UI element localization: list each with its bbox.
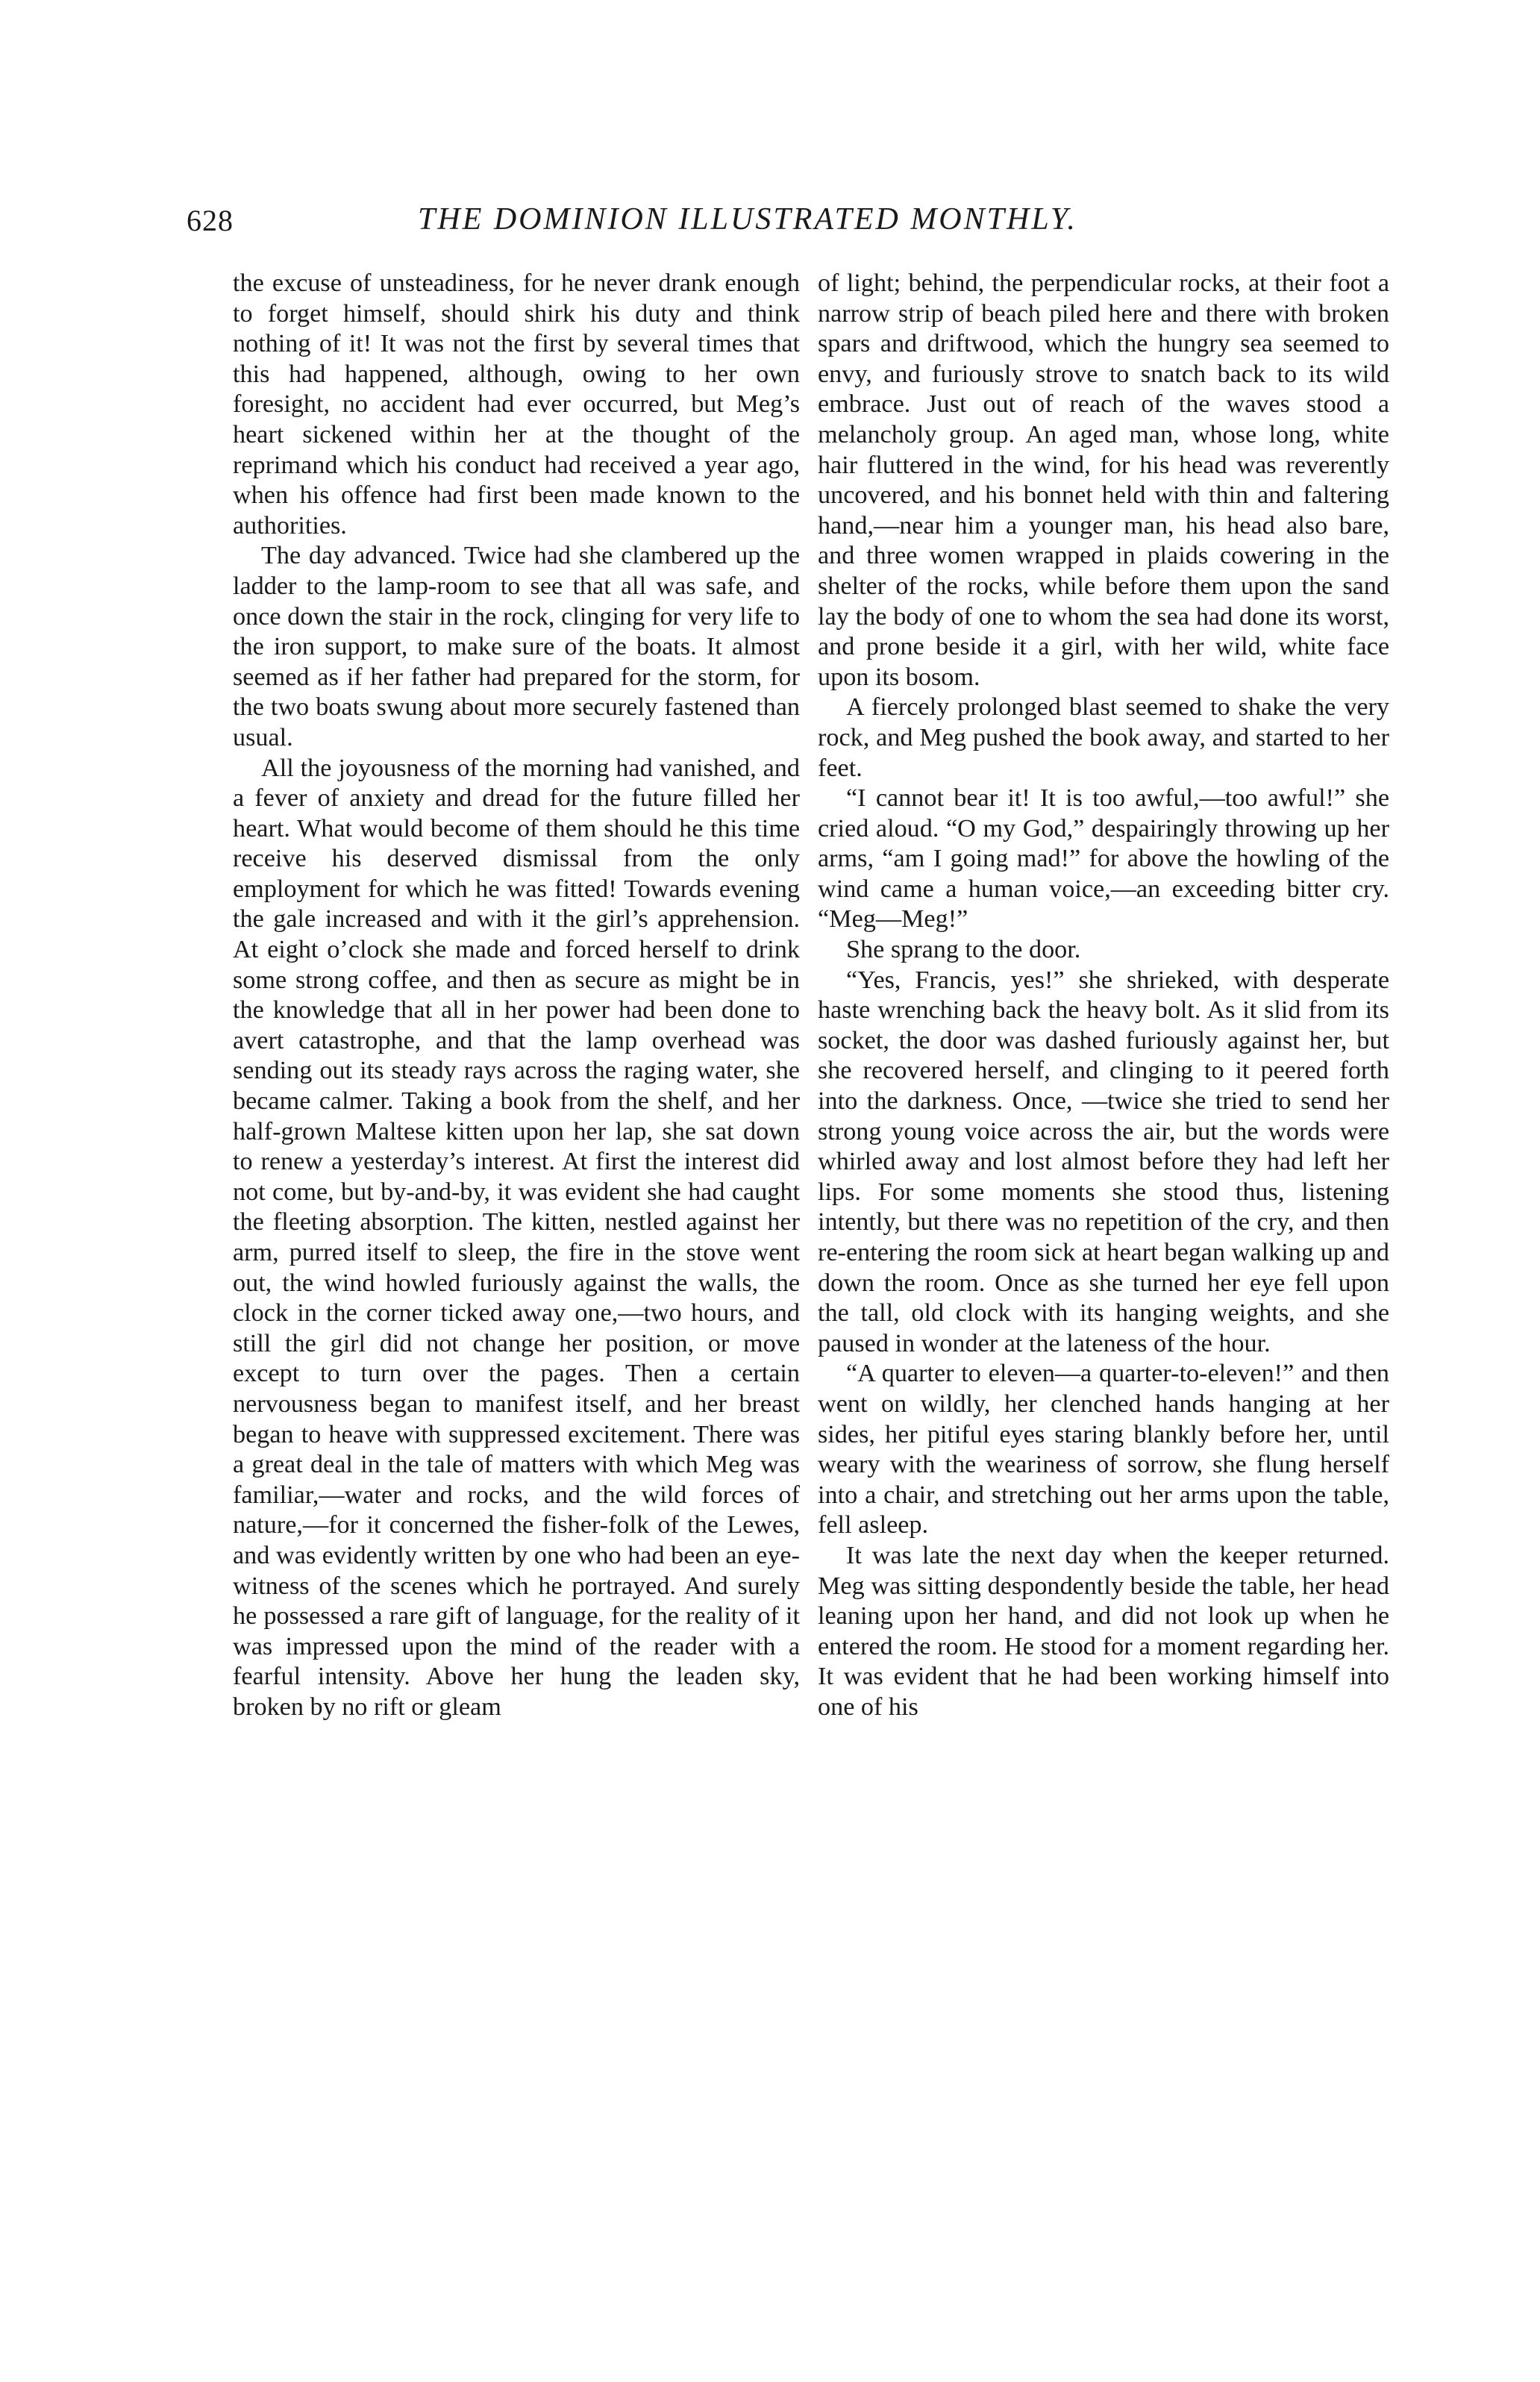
paragraph: the excuse of unsteadiness, for he never drank enough to forget himself, should shirk his duty and think nothing of it! It was not the first by several times that this had happened, although, owing to her own foresight, no accident had ever occurred, but Meg’s heart sickened within her at the thought of the reprimand which his conduct had received a year ago, when his offence had first been made known to the authorities. — [233, 269, 800, 540]
running-head: THE DOMINION ILLUSTRATED MONTHLY. — [418, 202, 1077, 237]
paragraph: It was late the next day when the keeper returned. Meg was sitting despondently beside the table, her head leaning upon her hand, and did not look up when he entered the room. He stood for a moment regarding her. It was evident that he had been working himself into one of his — [818, 1541, 1389, 1721]
paragraph: “A quarter to eleven—a quarter-to-eleven!” and then went on wildly, her clenched hands hanging at her sides, her pitiful eyes staring blankly before her, until weary with the weariness of sorrow, she flung herself into a chair, and stretching out her arms upon the table, fell asleep. — [818, 1360, 1389, 1539]
paragraph: She sprang to the door. — [846, 936, 1081, 964]
paragraph: The day advanced. Twice had she clambered up the ladder to the lamp-room to see that all was safe, and once down the stair in the rock, clinging for very life to the iron support, to make sure of the boats. It almost seemed as if her father had prepared for the storm, for the two boats swung about more securely fastened than usual. — [233, 542, 800, 751]
paragraph: of light; behind, the perpendicular rocks, at their foot a narrow strip of beach piled here and there with broken spars and driftwood, which the hungry sea seemed to envy, and furiously strove to snatch back to its wild embrace. Just out of reach of the waves stood a melancholy group. An aged man, whose long, white hair fluttered in the wind, for his head was reverently uncovered, and his bonnet held with thin and faltering hand,—near him a younger man, his head also bare, and three women wrapped in plaids cowering in the shelter of the rocks, while before them upon the sand lay the body of one to whom the sea had done its worst, and prone beside it a girl, with her wild, white face upon its bosom. — [818, 269, 1389, 691]
right-column — [818, 269, 1389, 1723]
left-column — [233, 269, 800, 1723]
paragraph: A fiercely prolonged blast seemed to shake the very rock, and Meg pushed the book away, and started to her feet. — [818, 693, 1389, 782]
paragraph: All the joyousness of the morning had vanished, and a fever of anxiety and dread for the future filled her heart. What would become of them should he this time receive his deserved dismissal from the only employment for which he was fitted! Towards evening the gale increased and with it the girl’s apprehension. At eight o’clock she made and forced herself to drink some strong coffee, and then as secure as might be in the knowledge that all in her power had been done to avert catastrophe, and that the lamp overhead was sending out its steady rays across the raging water, she became calmer. Taking a book from the shelf, and her half-grown Maltese kitten upon her lap, she sat down to renew a yesterday’s interest. At first the interest did not come, but by-and-by, it was evident she had caught the fleeting absorption. The kitten, nestled against her arm, purred itself to sleep, the fire in the stove went out, the wind howled furiously against the walls, the clock in the corner ticked away one,—two hours, and still the girl did not change her position, or move except to turn over the pages. Then a certain nervousness began to manifest itself, and her breast began to heave with suppressed excitement. There was a great deal in the tale of matters with which Meg was familiar,—water and rocks, and the wild forces of nature,—for it concerned the fisher-folk of the Lewes, and was evidently written by one who had been an eye-witness of the scenes which he portrayed. And surely he possessed a rare gift of language, for the reality of it was impressed upon the mind of the reader with a fearful intensity. Above her hung the leaden sky, broken by no rift or gleam — [233, 754, 800, 1721]
page-number: 628 — [187, 204, 234, 237]
paragraph: “I cannot bear it! It is too awful,—too awful!” she cried aloud. “O my God,” despairingly throwing up her arms, “am I going mad!” for above the howling of the wind came a human voice,—an exceeding bitter cry. “Meg—Meg!” — [818, 784, 1389, 934]
paragraph: “Yes, Francis, yes!” she shrieked, with desperate haste wrenching back the heavy bolt. As it slid from its socket, the door was dashed furiously against her, but she recovered herself, and clinging to it peered forth into the darkness. Once, —twice she tried to send her strong young voice across the air, but the words were whirled away and lost almost before they had left her lips. For some moments she stood thus, listening intently, but there was no repetition of the cry, and then re-entering the room sick at heart began walking up and down the room. Once as she turned her eye fell upon the tall, old clock with its hanging weights, and she paused in wonder at the lateness of the hour. — [818, 966, 1389, 1357]
